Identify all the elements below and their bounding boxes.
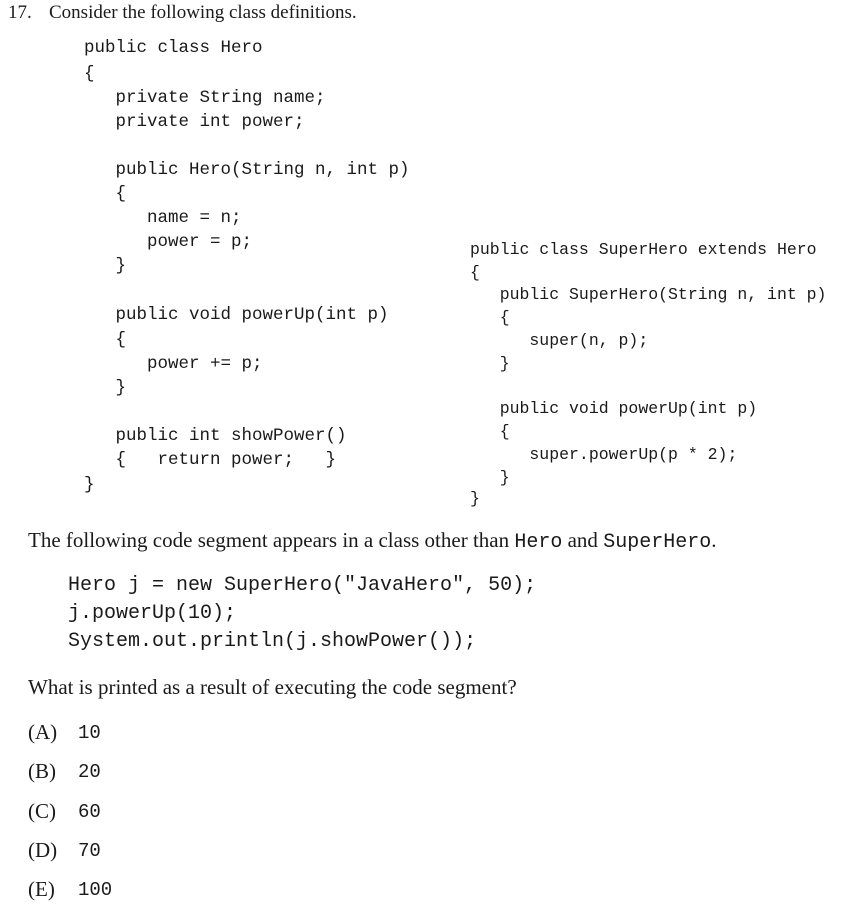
code-line: public Hero(String n, int p) — [84, 160, 410, 180]
choice-letter: (E) — [28, 877, 55, 901]
code-line: private String name; — [84, 88, 326, 108]
code-line: } — [470, 489, 480, 508]
class-name-superhero: SuperHero — [603, 531, 712, 554]
code-line: } — [470, 468, 510, 487]
choice-value: 60 — [78, 801, 101, 823]
code-line: private int power; — [84, 112, 305, 132]
segment-intro-before: The following code segment appears in a class other than — [28, 528, 515, 552]
code-line: name = n; — [84, 208, 242, 228]
segment-intro — [28, 528, 716, 554]
code-line: power = p; — [84, 232, 253, 252]
code-line: { — [84, 64, 95, 84]
code-line: { — [84, 184, 127, 204]
code-line: power += p; — [84, 354, 263, 374]
code-line: public void powerUp(int p) — [470, 399, 758, 418]
code-line: super(n, p); — [470, 331, 649, 350]
code-line: Hero j = new SuperHero("JavaHero", 50); — [68, 574, 537, 597]
choice-value: 10 — [78, 722, 101, 744]
segment-intro-after: . — [711, 528, 717, 552]
code-line: } — [84, 475, 95, 495]
code-line: public SuperHero(String n, int p) — [470, 285, 827, 304]
code-line: } — [84, 378, 127, 398]
class-name-hero: Hero — [514, 531, 563, 554]
code-line: { — [470, 308, 510, 327]
choice-letter: (B) — [28, 759, 56, 783]
question-prompt: Consider the following class definitions. — [49, 2, 357, 23]
code-line: j.powerUp(10); — [68, 602, 237, 625]
code-line: System.out.println(j.showPower()); — [68, 630, 477, 653]
code-line: } — [84, 256, 127, 276]
question-number: 17. — [8, 2, 32, 23]
code-line: { — [84, 330, 127, 350]
choice-letter: (D) — [28, 838, 58, 862]
result-question: What is printed as a result of executing the code segment? — [28, 675, 517, 699]
choice-letter: (A) — [28, 720, 58, 744]
code-line: { return power; } — [84, 450, 337, 470]
code-line: super.powerUp(p * 2); — [470, 445, 738, 464]
code-line: public void powerUp(int p) — [84, 305, 389, 325]
segment-intro-middle: and — [562, 528, 604, 552]
choice-value: 70 — [78, 840, 101, 862]
code-line: } — [470, 354, 510, 373]
code-line: public int showPower() — [84, 426, 347, 446]
choice-letter: (C) — [28, 799, 56, 823]
choice-value: 20 — [78, 761, 101, 783]
code-line: public class SuperHero extends Hero — [470, 240, 817, 259]
code-line: public class Hero — [84, 38, 263, 58]
code-line: { — [470, 422, 510, 441]
code-line: { — [470, 263, 480, 282]
choice-value: 100 — [78, 879, 113, 901]
